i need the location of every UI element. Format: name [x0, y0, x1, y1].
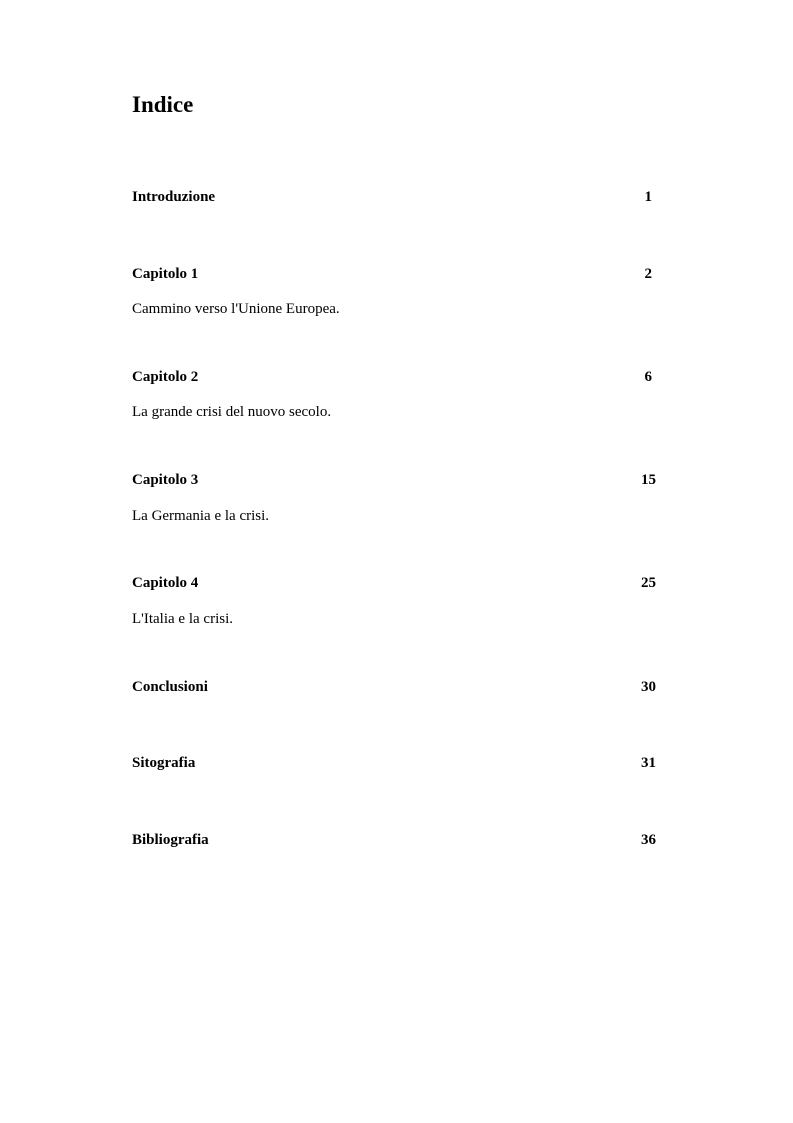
toc-entry-subtitle: La Germania e la crisi.: [132, 508, 270, 524]
toc-entry-label: Bibliografia: [132, 832, 209, 848]
toc-entry-page-number: 6: [644, 369, 652, 385]
toc-entry-label: Capitolo 4: [132, 575, 199, 591]
toc-entry-label: Introduzione: [132, 189, 216, 205]
toc-entry-label: Capitolo 2: [132, 369, 199, 385]
toc-entry-subtitle: L'Italia e la crisi.: [132, 611, 233, 627]
toc-entry-label: Capitolo 3: [132, 472, 199, 488]
toc-entry-label: Sitografia: [132, 755, 196, 771]
toc-entry-conclusioni: [132, 677, 656, 697]
page-title: Indice: [132, 92, 194, 117]
toc-entry-subtitle: Cammino verso l'Unione Europea.: [132, 301, 340, 317]
toc-entry-capitolo-2: [132, 367, 656, 387]
toc-entry-page-number: 31: [641, 755, 656, 771]
toc-entry-introduzione: [132, 187, 656, 207]
toc-entry-page-number: 1: [644, 189, 652, 205]
toc-entry-page-number: 2: [644, 266, 652, 282]
toc-entry-page-number: 36: [641, 832, 656, 848]
toc-entry-page-number: 30: [641, 679, 656, 695]
toc-entry-label: Conclusioni: [132, 679, 208, 695]
toc-entry-capitolo-4: [132, 573, 656, 593]
toc-entry-sitografia: [132, 753, 656, 773]
toc-entry-label: Capitolo 1: [132, 266, 199, 282]
toc-entry-capitolo-1: [132, 264, 656, 284]
toc-entry-page-number: 15: [641, 472, 656, 488]
toc-entry-bibliografia: [132, 830, 656, 850]
toc-entry-capitolo-3: [132, 470, 656, 490]
toc-entry-subtitle: La grande crisi del nuovo secolo.: [132, 404, 332, 420]
toc-entry-page-number: 25: [641, 575, 656, 591]
